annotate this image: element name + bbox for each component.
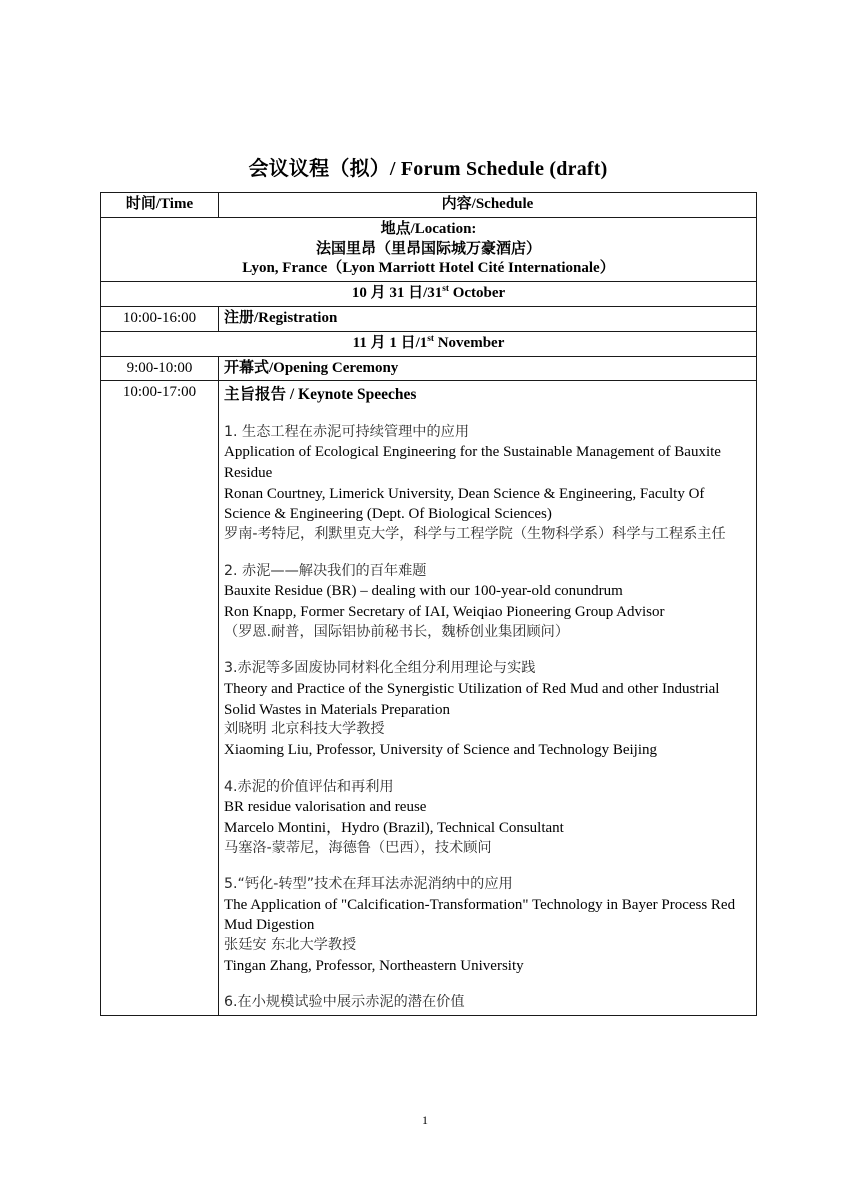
keynote-talk [224,659,751,760]
page-title: 会议议程（拟）/ Forum Schedule (draft) [248,158,608,180]
location-label: 地点/Location: [380,220,477,237]
column-header-schedule: 内容/Schedule [219,193,757,218]
day2-date-suffix: November [433,334,505,351]
keynote-heading: 主旨报告 / Keynote Speeches [224,386,417,404]
schedule-table [100,192,757,1016]
keynote-talk-line: Application of Ecological Engineering for the Sustainable Management of Bauxite Residue [224,444,725,482]
table-row-keynote-speeches [101,381,757,1016]
day1-date-suffix: October [448,285,506,302]
opening-ceremony-label: 开幕式/Opening Ceremony [219,356,757,381]
keynote-talk [224,562,751,643]
page-number: 1 [422,1113,428,1127]
location-english: Lyon, France（Lyon Marriott Hotel Cité Internationale） [242,260,615,277]
keynote-talk-line: Bauxite Residue (BR) – dealing with our 100-year-old conundrum [224,583,623,600]
keynote-talk-line: 罗南-考特尼，利默里克大学，科学与工程学院（生物科学系）科学与工程系主任 [224,526,726,543]
keynote-talk-line: Ronan Courtney, Limerick University, Dean Science & Engineering, Faculty Of Science & Engineering (Dept. Of Biological Sciences) [224,485,709,523]
keynote-talk [224,993,751,1013]
keynote-talk-line: Ron Knapp, Former Secretary of IAI, Weiqiao Pioneering Group Advisor [224,604,665,621]
keynote-talk-line: 马塞洛-蒙蒂尼，海德鲁（巴西），技术顾问 [224,839,492,856]
keynote-talk-line: Theory and Practice of the Synergistic Utilization of Red Mud and other Industrial Solid Wastes in Materials Preparation [224,680,724,718]
keynote-talk [224,875,751,976]
table-row-registration [101,306,757,331]
keynote-talk [224,778,751,859]
opening-ceremony-time: 9:00-10:00 [101,356,219,381]
location-band-cell [101,217,757,281]
keynote-talk-line: （罗恩.耐普，国际铝协前秘书长，魏桥创业集团顾问） [224,623,570,640]
day2-date-superscript: st [427,333,434,344]
column-header-time: 时间/Time [101,193,219,218]
keynote-talk-line: Marcelo Montini，Hydro (Brazil), Technical Consultant [224,819,564,836]
keynote-talk-line: 5.“钙化-转型”技术在拜耳法赤泥消纳中的应用 [224,876,513,893]
table-row-day2-band [101,331,757,356]
keynote-talk-line: 张廷安 东北大学教授 [224,937,357,954]
keynote-talk-list [224,423,751,1013]
day1-date-prefix: 10 月 31 日/31 [351,285,443,302]
day2-date-prefix: 11 月 1 日/1 [352,334,428,351]
keynote-talk-line: Xiaoming Liu, Professor, University of Science and Technology Beijing [224,741,657,758]
keynote-talk-line: BR residue valorisation and reuse [224,799,427,816]
keynote-time: 10:00-17:00 [101,381,219,1016]
registration-time: 10:00-16:00 [101,306,219,331]
keynote-talk-line: Tingan Zhang, Professor, Northeastern University [224,957,524,974]
keynote-talk [224,423,751,545]
location-chinese: 法国里昂（里昂国际城万豪酒店） [315,240,541,257]
table-row-location [101,217,757,281]
table-row-opening-ceremony [101,356,757,381]
keynote-talk-line: 6.在小规模试验中展示赤泥的潜在价值 [224,994,465,1011]
keynote-talk-line: 2. 赤泥——解决我们的百年难题 [224,562,427,579]
keynote-talk-line: 3.赤泥等多固废协同材料化全组分利用理论与实践 [224,660,536,677]
table-row-day1-band [101,282,757,307]
table-header-row [101,193,757,218]
keynote-talk-line: 1. 生态工程在赤泥可持续管理中的应用 [224,423,470,440]
registration-label: 注册/Registration [219,306,757,331]
day1-date-band [101,282,757,307]
keynote-content-cell [219,381,757,1016]
day2-date-band [101,331,757,356]
keynote-talk-line: 4.赤泥的价值评估和再利用 [224,778,394,795]
keynote-talk-line: 刘晓明 北京科技大学教授 [224,721,385,738]
keynote-talk-line: The Application of "Calcification-Transformation" Technology in Bayer Process Red Mud Digestion [224,896,739,934]
day1-date-superscript: st [442,284,449,295]
